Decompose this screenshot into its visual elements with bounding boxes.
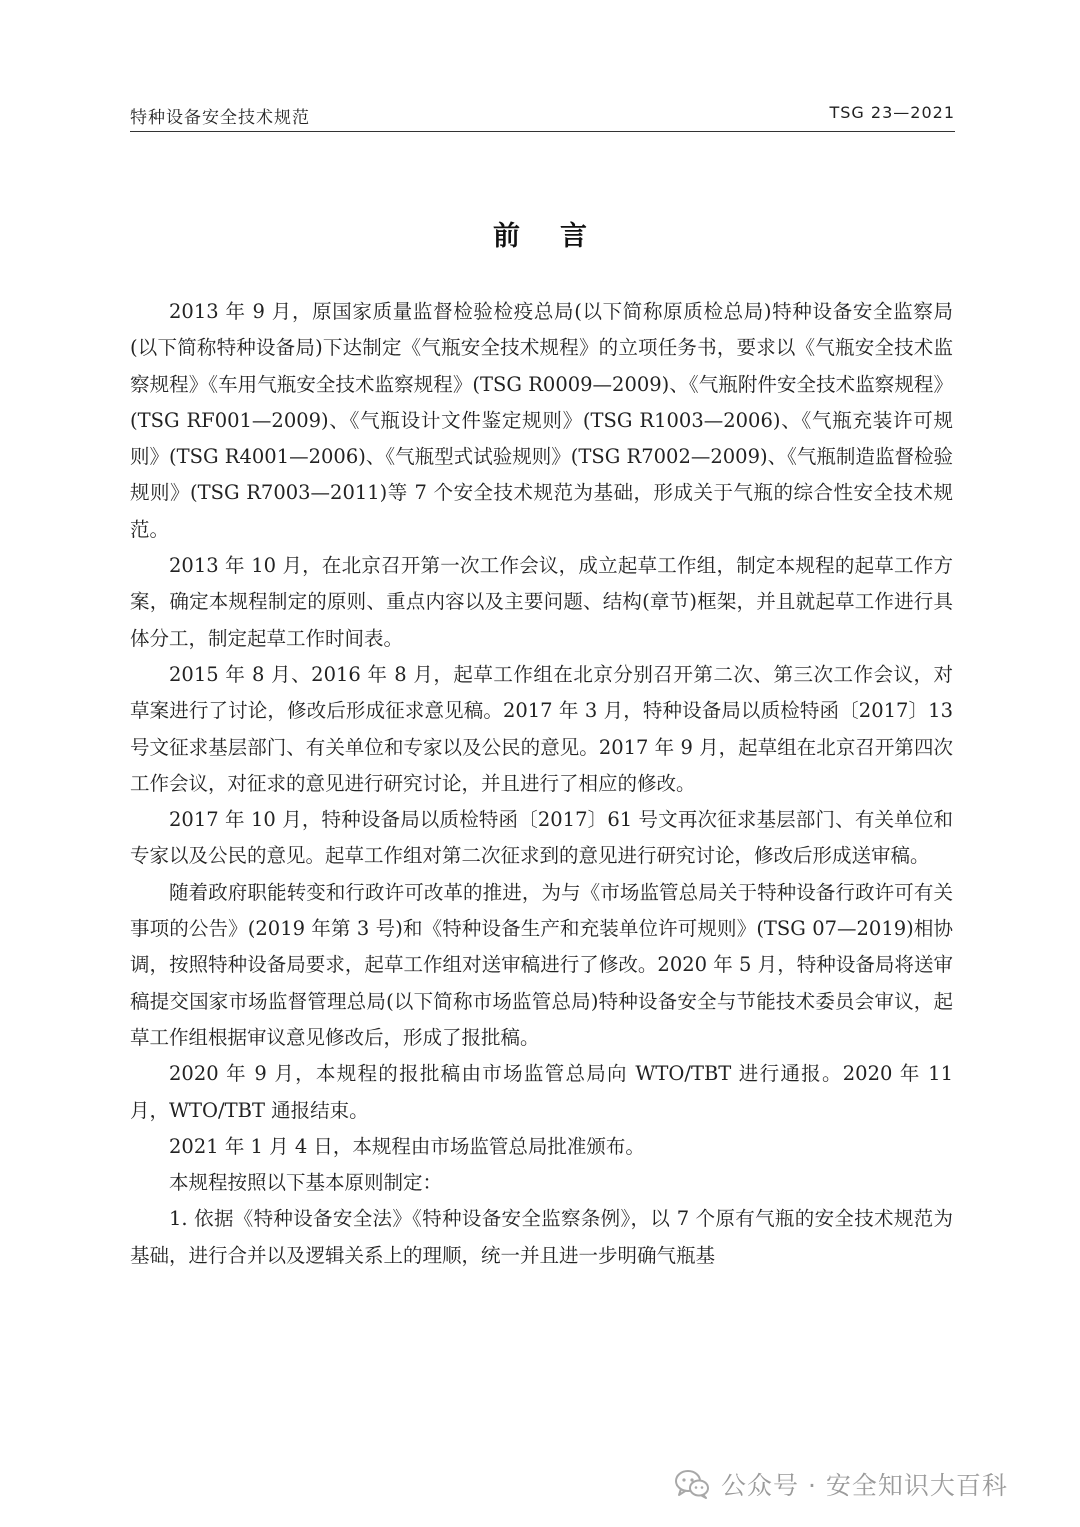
paragraph: 2020 年 9 月，本规程的报批稿由市场监管总局向 WTO/TBT 进行通报。2020 年 11 月，WTO/TBT 通报结束。 <box>130 1062 953 1122</box>
page-header <box>130 103 955 132</box>
watermark <box>675 1464 1008 1504</box>
paragraph: 2013 年 9 月，原国家质量监督检验检疫总局(以下简称原质检总局)特种设备安全监察局(以下简称特种设备局)下达制定《气瓶安全技术规程》的立项任务书，要求以《气瓶安全技术监察规程》《车用气瓶安全技术监察规程》(TSG R0009—2009)、《气瓶附件安全技术监察规程》(TSG RF001—2009)、《气瓶设计文件鉴定规则》(TSG R1003—2006)、《气瓶充装许可规则》(TSG R4001—2006)、《气瓶型式试验规则》(TSG R7002—2009)、《气瓶制造监督检验规则》(TSG R7003—2011)等 7 个安全技术规范为基础，形成关于气瓶的综合性安全技术规范。 <box>130 300 954 541</box>
paragraph: 1. 依据《特种设备安全法》《特种设备安全监察条例》，以 7 个原有气瓶的安全技术规范为基础，进行合并以及逻辑关系上的理顺，统一并且进一步明确气瓶基 <box>130 1207 953 1267</box>
header-document-series: 特种设备安全技术规范 <box>130 108 310 128</box>
paragraph: 随着政府职能转变和行政许可改革的推进，为与《市场监管总局关于特种设备行政许可有关事项的公告》(2019 年第 3 号)和《特种设备生产和充装单位许可规则》(TSG 07—2019)相协调，按照特种设备局要求，起草工作组对送审稿进行了修改。2020 年 5 月，特种设备局将送审稿提交国家市场监督管理总局(以下简称市场监管总局)特种设备安全与节能技术委员会审议，起草工作组根据审议意见修改后，形成了报批稿。 <box>130 880 953 1049</box>
wechat-icon <box>675 1469 709 1499</box>
paragraph: 2017 年 10 月，特种设备局以质检特函〔2017〕61 号文再次征求基层部门、有关单位和专家以及公民的意见。起草工作组对第二次征求到的意见进行研究讨论，修改后形成送审稿。 <box>130 808 953 868</box>
header-document-code: TSG 23—2021 <box>829 103 955 122</box>
paragraph: 本规程按照以下基本原则制定： <box>169 1171 443 1195</box>
page-title: 前言 <box>493 221 627 252</box>
paragraph: 2021 年 1 月 4 日，本规程由市场监管总局批准颁布。 <box>169 1134 645 1158</box>
paragraph: 2015 年 8 月、2016 年 8 月，起草工作组在北京分别召开第二次、第三次工作会议，对草案进行了讨论，修改后形成征求意见稿。2017 年 3 月，特种设备局以质检特函〔2017〕13 号文征求基层部门、有关单位和专家以及公民的意见。2017 年 9 月，起草组在北京召开第四次工作会议，对征求的意见进行研究讨论，并且进行了相应的修改。 <box>130 662 953 795</box>
preface-body <box>130 294 953 1274</box>
paragraph: 2013 年 10 月，在北京召开第一次工作会议，成立起草工作组，制定本规程的起草工作方案，确定本规程制定的原则、重点内容以及主要问题、结构(章节)框架，并且就起草工作进行具体分工，制定起草工作时间表。 <box>130 554 953 650</box>
watermark-text: 公众号 · 安全知识大百科 <box>721 1471 1008 1500</box>
